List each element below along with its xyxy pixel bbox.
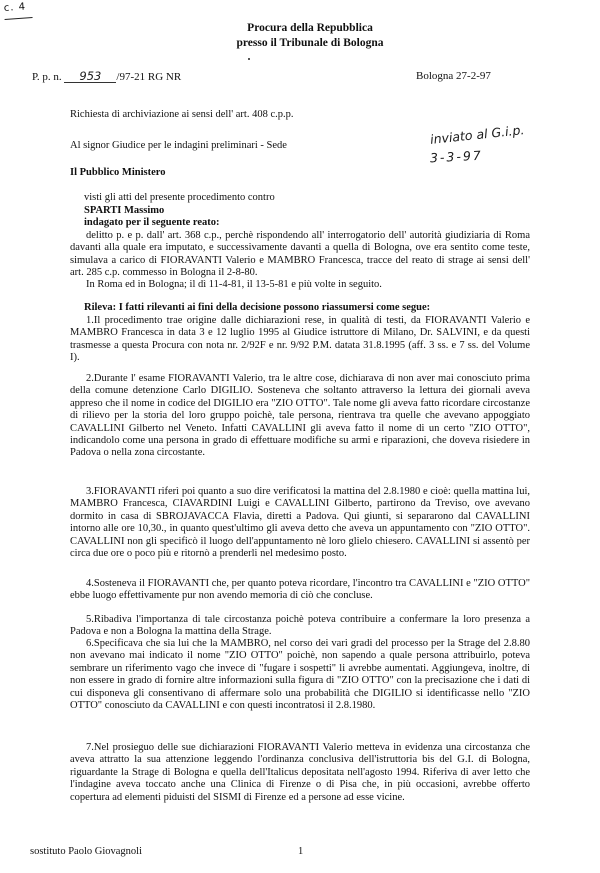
archive-corner-mark: c. 4 [3, 1, 32, 20]
paragraph-4: 4.Sosteneva il FIORAVANTI che, per quanto poteva ricordare, l'incontro tra CAVALLINI e "ZIO OTTO" ebbe luogo effettivamente pur non avendo memoria di ciò che concluse. [70, 578, 530, 602]
rileva-heading: Rileva: I fatti rilevanti ai fini della decisione possono riassumersi come segue: [84, 302, 431, 313]
pm-heading: Il Pubblico Ministero [70, 167, 166, 178]
office-header-line1: Procura della Repubblica [247, 22, 373, 34]
defendant-name: SPARTI Massimo [84, 205, 165, 216]
case-number [32, 70, 181, 84]
case-number-prefix: P. p. n. [32, 71, 62, 83]
paragraph-6: 6.Specificava che sia lui che la MAMBRO, nel corso dei vari gradi del processo per la Strage del 2.8.80 non avevano mai indicato il nome "ZIO OTTO" poichè, non sapendo a quale persona attribuirlo, poteva sembrare un riferimento vago che invece di "fugare i sospetti" li avrebbe aumentati. Aggiungeva, inoltre, di non essere in grado di fornire altre informazioni sulla figura di "ZIO OTTO" con la precisazione che i dati di cui disponeva gli consentivano di affermare solo una probabilità che DIGILIO si identificasse nello "ZIO OTTO" conosciuto da CAVALLINI e con questi incontratosi il 2.8.1980. [70, 638, 530, 711]
paragraph-3: 3.FIORAVANTI riferì poi quanto a suo dire verificatosi la mattina del 2.8.1980 e cioè: quella mattina lui, MAMBRO Francesca, CIAVARDINI Luigi e CAVALLINI Gilberto, partirono da Treviso, ove avevano dormito in casa di SBROJAVACCA Flavia, diretti a Padova. Qui giunti, si separarono dal CAVALLINI intorno alle ore 10,30., in quanto quest'ultimo gli aveva detto che aveva un appuntamento con "ZIO OTTO". CAVALLINI non gli specificò il luogo dell'appuntamento nè loro glielo chiesero. CAVALLINI si assentò per circa due ore o poco più e ritornò a prenderli nel medesimo posto. [70, 486, 530, 559]
indagato-line: indagato per il seguente reato: [84, 217, 220, 228]
case-number-handwritten: 953 [64, 70, 116, 83]
handwritten-note-date: 3-3-97 [429, 147, 484, 166]
ink-dot [248, 58, 250, 60]
paragraph-1: 1.Il procedimento trae origine dalle dichiarazioni rese, in qualità di testi, da FIORAVANTI Valerio e MAMBRO Francesca in data 3 e 12 luglio 1995 al Giudice istruttore di Milano, Dr. SALVINI, e da questi trasmesse a questa Procura con nota nr. 2/92F e nr. 9/92 P.M. datata 31.8.1995 (aff. 3 ss. e 7 ss. del Volume I). [70, 315, 530, 364]
visti-line: visti gli atti del presente procedimento contro [84, 192, 275, 203]
place-dates: In Roma ed in Bologna; il dì 11-4-81, il 13-5-81 e più volte in seguito. [86, 279, 382, 290]
document-date: Bologna 27-2-97 [416, 70, 491, 82]
signature-line: sostituto Paolo Giovagnoli [30, 846, 143, 857]
paragraph-7: 7.Nel prosieguo delle sue dichiarazioni FIORAVANTI Valerio metteva in evidenza una circostanza che aveva attratto la sua attenzione leggendo l'ordinanza conclusiva dell'istruttoria bis del G.I. di Bologna, riguardante la Strage di Bologna e quella dell'Italicus depositata nell'agosto 1994. Riferiva di aver letto che l'indagine aveva toccato anche una Clinica di Firenze o di Pisa che, in più occasioni, avrebbe offerto copertura ad elementi piduisti del SISMI di Firenze ed a persone ad esse vicine. [70, 742, 530, 803]
addressee: Al signor Giudice per le indagini preliminari - Sede [70, 140, 287, 151]
request-subject: Richiesta di archiviazione ai sensi dell' art. 408 c.p.p. [70, 109, 294, 120]
handwritten-note-line1: inviato al G.i.p. [429, 122, 526, 147]
charge-paragraph: delitto p. e p. dall' art. 368 c.p., perchè rispondendo all' interrogatorio dell' autorità giudiziaria di Roma davanti alla quale era imputato, e successivamente davanti a quella di Bologna, ove era sentito come teste, simulava a carico di FIORAVANTI Valerio e MAMBRO Francesca, tracce del reato di strage ai sensi dell' art. 285 c.p. commesso in Bologna il 2-8-80. [70, 230, 530, 279]
office-header-line2: presso il Tribunale di Bologna [236, 37, 384, 49]
paragraph-5: 5.Ribadiva l'importanza di tale circostanza poichè poteva contribuire a confermare la loro presenza a Padova e non a Bologna la mattina della Strage. [70, 614, 530, 638]
paragraph-2: 2.Durante l' esame FIORAVANTI Valerio, tra le altre cose, dichiarava di non aver mai conosciuto prima della comune detenzione Carlo DIGILIO. Sosteneva che soltanto attraverso la lettura dei giornali aveva appreso che il nome in codice del DIGILIO era "ZIO OTTO". Tale nome gli aveva fatto ricordare circostanze di rilievo per la storia del loro gruppo poichè, tale persona, rientrava tra quelle che avevano appoggiato CAVALLINI Gilberto nel Veneto. Infatti CAVALLINI gli aveva fatto il nome di un certo "ZIO OTTO", indicandolo come una persona in grado di effettuare modifiche su armi e riparazioni, che doveva risiedere in Padova o nella zona circostante. [70, 373, 530, 459]
page-number: 1 [298, 846, 304, 857]
case-number-suffix: /97-21 RG NR [116, 71, 182, 83]
